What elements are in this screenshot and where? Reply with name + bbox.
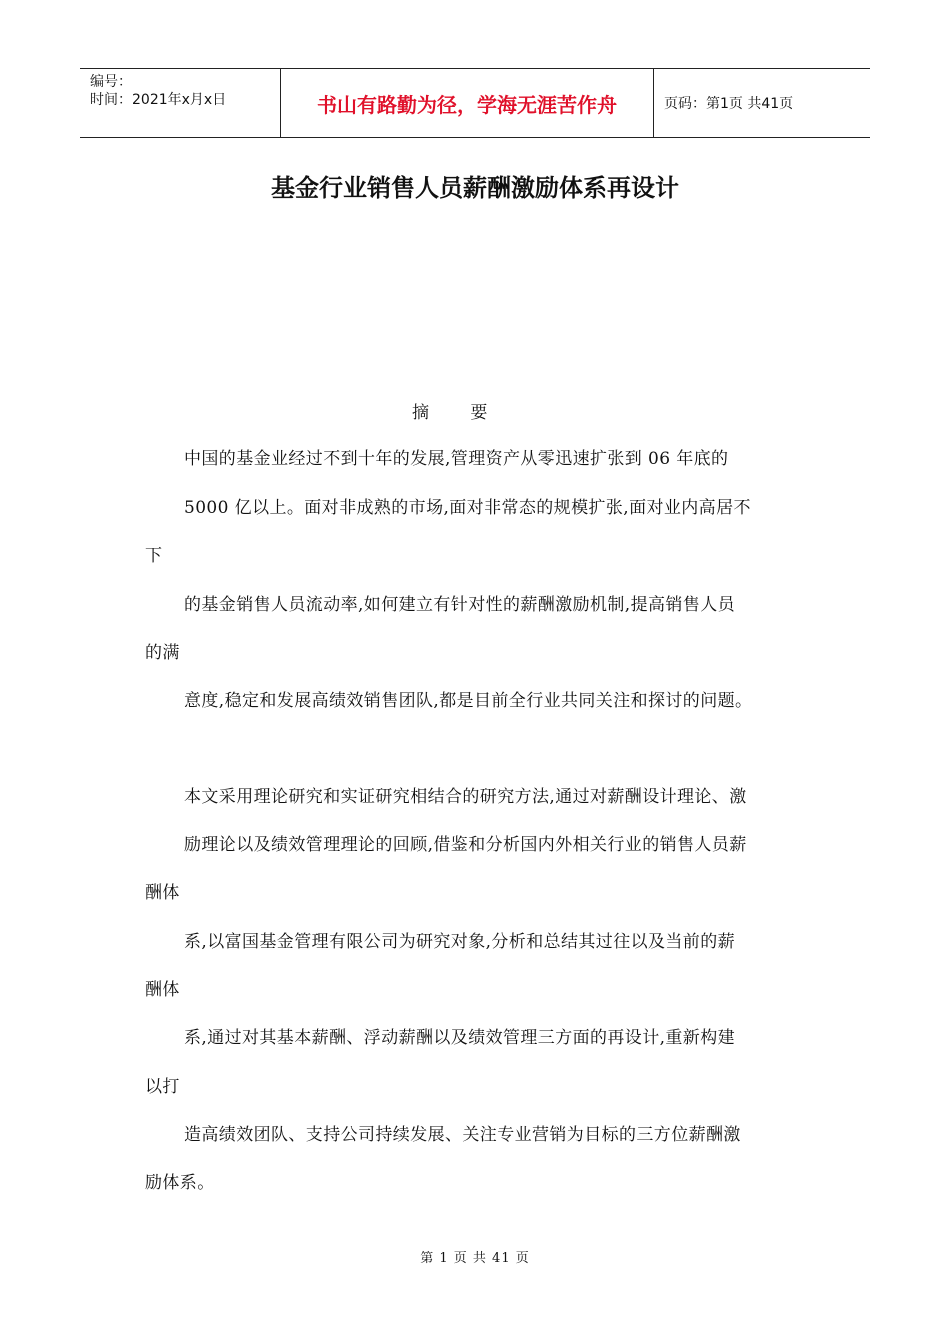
page-header xyxy=(80,68,870,138)
body-line: 系,通过对其基本薪酬、浮动薪酬以及绩效管理三方面的再设计,重新构建 xyxy=(184,1028,736,1048)
body-line: 励理论以及绩效管理理论的回顾,借鉴和分析国内外相关行业的销售人员薪 xyxy=(184,835,747,855)
body-line: 下 xyxy=(145,546,163,566)
header-page-info: 页码：第1页 共41页 xyxy=(664,96,794,112)
body-line: 酬体 xyxy=(145,980,180,1000)
page-footer: 第 1 页 共 41 页 xyxy=(420,1251,530,1266)
body-line: 5000 亿以上。面对非成熟的市场,面对非常态的规模扩张,面对业内高居不 xyxy=(184,498,751,518)
body-line: 的基金销售人员流动率,如何建立有针对性的薪酬激励机制,提高销售人员 xyxy=(184,595,736,615)
document-number-label: 编号： xyxy=(90,74,132,90)
body-line: 意度,稳定和发展高绩效销售团队,都是目前全行业共同关注和探讨的问题。 xyxy=(184,691,753,711)
body-line: 酬体 xyxy=(145,883,180,903)
body-line: 的满 xyxy=(145,643,180,663)
header-meta xyxy=(80,69,281,137)
body-line: 励体系。 xyxy=(145,1173,215,1193)
document-title: 基金行业销售人员薪酬激励体系再设计 xyxy=(271,174,679,202)
header-motto-cell xyxy=(281,69,654,137)
body-line: 系,以富国基金管理有限公司为研究对象,分析和总结其过往以及当前的薪 xyxy=(184,932,736,952)
header-motto: 书山有路勤为径，学海无涯苦作舟 xyxy=(317,92,617,117)
document-time-label: 时间：2021年x月x日 xyxy=(90,92,227,108)
header-page-info-cell xyxy=(654,69,870,137)
abstract-heading: 摘 要 xyxy=(412,403,506,423)
body-line: 以打 xyxy=(145,1077,180,1097)
body-line: 造高绩效团队、支持公司持续发展、关注专业营销为目标的三方位薪酬激 xyxy=(184,1125,741,1145)
body-line: 中国的基金业经过不到十年的发展,管理资产从零迅速扩张到 06 年底的 xyxy=(184,449,729,469)
body-line: 本文采用理论研究和实证研究相结合的研究方法,通过对薪酬设计理论、激 xyxy=(184,787,747,807)
